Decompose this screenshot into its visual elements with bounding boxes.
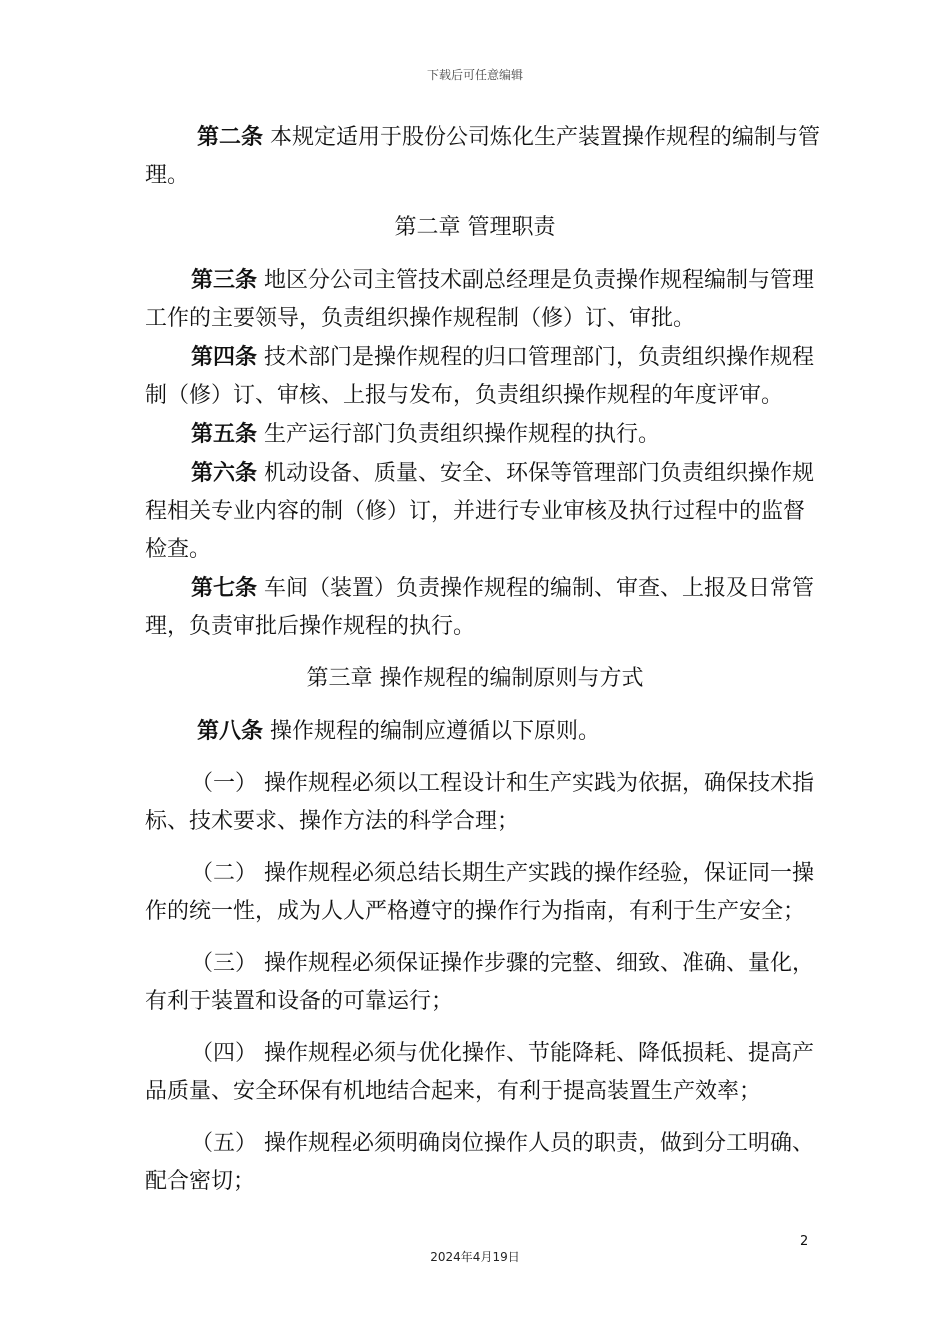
chapter-heading: 第三章 操作规程的编制原则与方式 bbox=[306, 666, 644, 691]
chapter-heading: 第二章 管理职责 bbox=[394, 215, 556, 240]
article-label: 第八条 bbox=[197, 718, 264, 744]
article-text: 本规定适用于股份公司炼化生产装置操作规程的编制与管理。 bbox=[145, 125, 821, 188]
article-6 bbox=[145, 454, 825, 569]
article-label: 第五条 bbox=[191, 421, 258, 447]
page-header: 下载后可任意编辑 bbox=[426, 68, 523, 82]
article-label: 第七条 bbox=[191, 575, 258, 601]
principle-item: （四） 操作规程必须与优化操作、节能降耗、降低损耗、提高产品质量、安全环保有机地结合起来，有利于提高装置生产效率； bbox=[145, 1041, 814, 1104]
article-label: 第二条 bbox=[197, 124, 264, 150]
page-footer-date: 2024年4月19日 bbox=[430, 1250, 520, 1264]
article-label: 第六条 bbox=[191, 460, 258, 486]
principle-item: （一） 操作规程必须以工程设计和生产实践为依据，确保技术指标、技术要求、操作方法的科学合理； bbox=[145, 771, 814, 834]
article-text: 操作规程的编制应遵循以下原则。 bbox=[263, 719, 601, 744]
article-text: 机动设备、质量、安全、环保等管理部门负责组织操作规程相关专业内容的制（修）订，并进行专业审核及执行过程中的监督检查。 bbox=[145, 461, 815, 562]
article-text: 车间（装置）负责操作规程的编制、审查、上报及日常管理，负责审批后操作规程的执行。 bbox=[145, 576, 815, 639]
article-text: 技术部门是操作规程的归口管理部门，负责组织操作规程制（修）订、审核、上报与发布，负责组织操作规程的年度评审。 bbox=[145, 345, 815, 408]
principle-item: （三） 操作规程必须保证操作步骤的完整、细致、准确、量化，有利于装置和设备的可靠运行； bbox=[145, 951, 814, 1014]
article-label: 第四条 bbox=[191, 344, 258, 370]
article-2 bbox=[145, 118, 825, 195]
page-number: 2 bbox=[800, 1234, 809, 1249]
article-text: 生产运行部门负责组织操作规程的执行。 bbox=[257, 422, 661, 447]
article-label: 第三条 bbox=[191, 267, 258, 293]
article-4 bbox=[145, 338, 825, 415]
article-7 bbox=[145, 569, 825, 646]
principle-item: （五） 操作规程必须明确岗位操作人员的职责，做到分工明确、配合密切； bbox=[145, 1131, 814, 1194]
article-text: 地区分公司主管技术副总经理是负责操作规程编制与管理工作的主要领导，负责组织操作规程制（修）订、审批。 bbox=[145, 268, 815, 331]
article-3 bbox=[145, 261, 825, 338]
principle-item: （二） 操作规程必须总结长期生产实践的操作经验，保证同一操作的统一性，成为人人严格遵守的操作行为指南，有利于生产安全； bbox=[145, 861, 814, 924]
article-8 bbox=[145, 712, 825, 751]
article-5 bbox=[145, 415, 825, 454]
document-body bbox=[145, 118, 825, 1201]
